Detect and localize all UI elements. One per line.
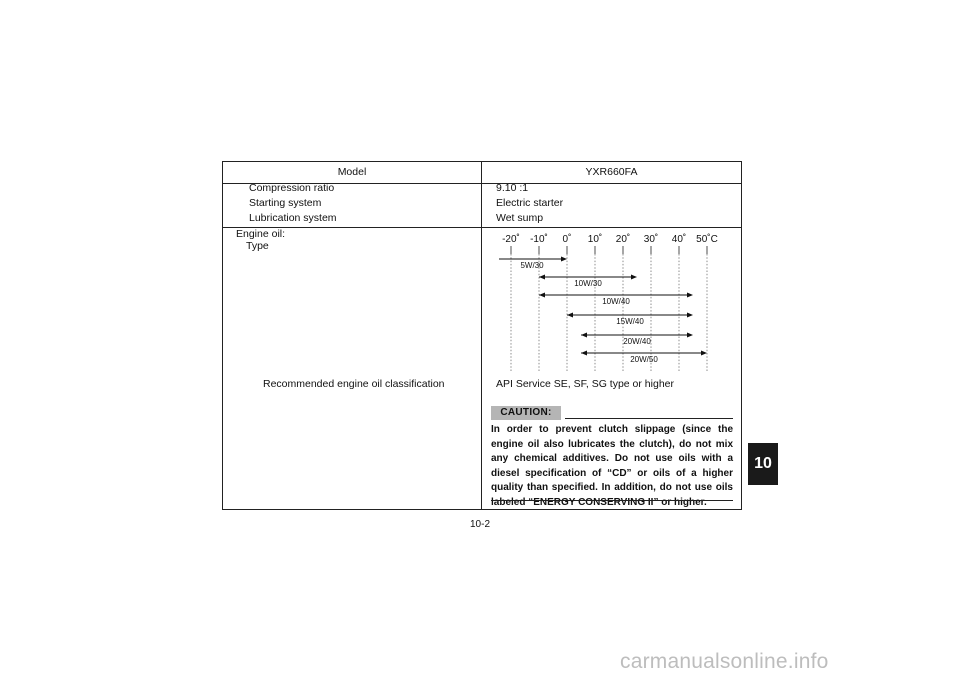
grade-arrow-end — [701, 351, 707, 356]
grade-label: 10W/40 — [602, 297, 630, 306]
model-header: Model — [337, 166, 367, 178]
tick-label: 20˚ — [615, 234, 631, 245]
tick-label: 30˚ — [643, 234, 659, 245]
grade-label: 10W/30 — [574, 279, 602, 288]
grade-arrow-start — [567, 313, 573, 318]
grade-arrow-end — [561, 257, 567, 262]
grade-label: 15W/40 — [616, 317, 644, 326]
starting-system-value: Electric starter — [496, 197, 564, 209]
watermark: carmanualsonline.info — [620, 650, 829, 673]
chapter-tab: 10 — [748, 443, 778, 485]
caution-text: In order to prevent clutch slippage (since the engine oil also lubricates the clutch), do not mix any chemical additives. Do not use oils with a diesel specification of “CD” or oils of a higher quality than specified. In addition, do not use oils labeled “ENERGY CONSERVING II” or higher. — [491, 424, 733, 508]
caution-rule — [565, 418, 733, 419]
oil-classification-label: Recommended engine oil classification — [263, 378, 445, 390]
caution-bottom-rule — [491, 500, 733, 501]
compression-ratio-value: 9.10 :1 — [496, 182, 529, 194]
grade-arrow-end — [687, 313, 693, 318]
tick-label: -20˚ — [502, 234, 520, 245]
model-value-header: YXR660FA — [585, 166, 638, 178]
table-header — [223, 162, 741, 184]
grade-label: 20W/50 — [630, 355, 658, 364]
grade-label: 5W/30 — [520, 261, 544, 270]
grade-arrow-start — [539, 293, 545, 298]
grade-arrow-end — [687, 293, 693, 298]
tick-label: 10˚ — [587, 234, 603, 245]
grade-arrow-end — [631, 275, 637, 280]
lubrication-system-value: Wet sump — [496, 212, 544, 224]
caution-label: CAUTION: — [491, 406, 561, 420]
grade-arrow-end — [687, 333, 693, 338]
lubrication-system-label: Lubrication system — [249, 212, 337, 224]
grade-label: 20W/40 — [623, 337, 651, 346]
column-divider — [481, 162, 482, 509]
engine-oil-label: Engine oil: — [236, 228, 286, 240]
page-number: 10-2 — [469, 519, 490, 530]
oil-viscosity-chart — [499, 229, 739, 374]
tick-label: 50˚C — [696, 234, 718, 245]
starting-system-label: Starting system — [249, 197, 322, 209]
grade-arrow-start — [581, 351, 587, 356]
oil-type-label: Type — [246, 240, 269, 252]
grade-arrow-start — [581, 333, 587, 338]
tick-label: -10˚ — [530, 234, 548, 245]
row-divider — [223, 227, 741, 228]
grade-arrow-start — [539, 275, 545, 280]
tick-label: 0˚ — [562, 234, 572, 245]
oil-classification-value: API Service SE, SF, SG type or higher — [496, 378, 674, 390]
tick-label: 40˚ — [671, 234, 687, 245]
compression-ratio-label: Compression ratio — [249, 182, 335, 194]
